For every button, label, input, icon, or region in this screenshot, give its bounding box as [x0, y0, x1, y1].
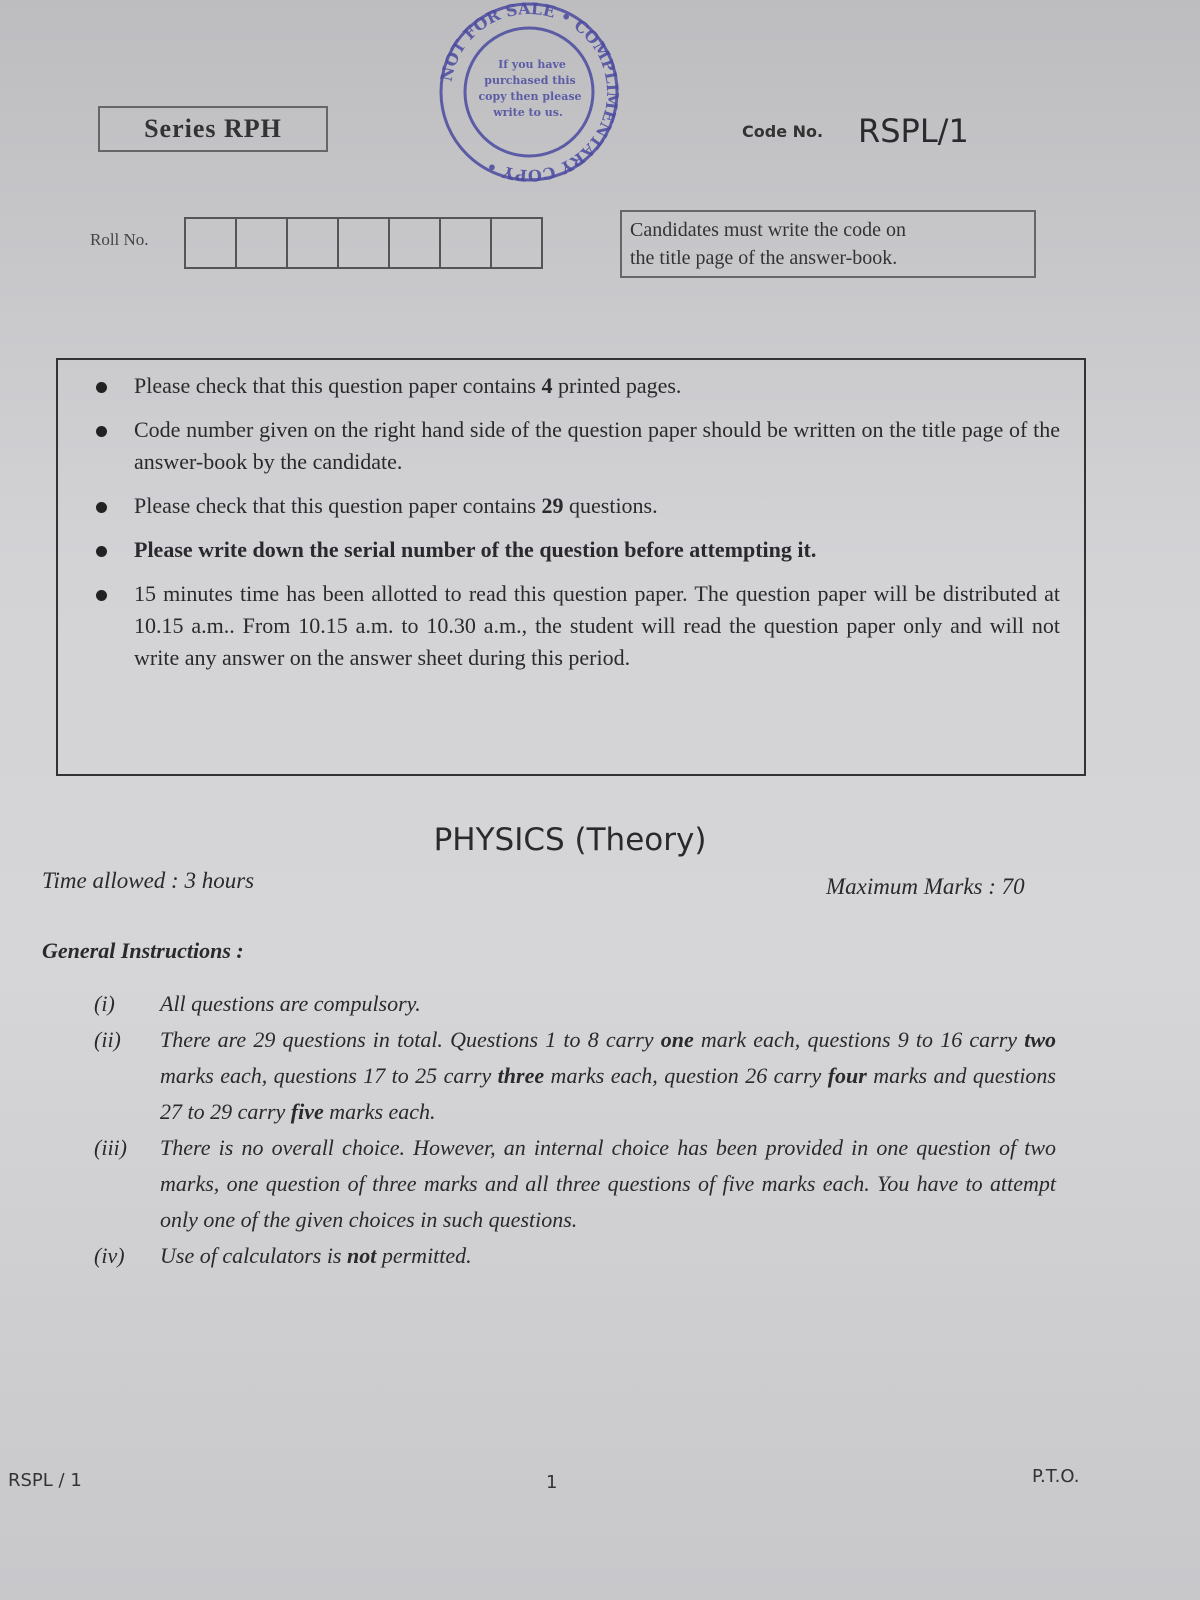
- complimentary-stamp: [432, 2, 626, 182]
- text-run: Please write down the serial number of the question before attempting it.: [134, 537, 817, 562]
- notice-item: [134, 578, 1060, 674]
- text-run: 4: [541, 373, 553, 398]
- time-allowed: Time allowed : 3 hours: [42, 868, 255, 893]
- bullet-icon: [96, 546, 107, 557]
- stamp-outer-text: NOT FOR SALE • COMPLIMENTARY COPY •: [436, 2, 623, 182]
- svg-text:purchased this: purchased this: [484, 74, 576, 87]
- instruction-item: [94, 1022, 1056, 1130]
- general-instructions-list: [94, 986, 1056, 1274]
- text-run: Please check that this question paper contains: [134, 493, 542, 518]
- page-number: 1: [546, 1472, 558, 1493]
- code-label: Code No.: [742, 122, 824, 141]
- instruction-item: [94, 1238, 1056, 1274]
- general-instructions-heading: General Instructions :: [42, 938, 244, 963]
- svg-text:copy then please: copy then please: [478, 90, 582, 103]
- instruction-item: [94, 1130, 1056, 1238]
- note-line: the title page of the answer-book.: [630, 247, 898, 269]
- text-run: There are 29 questions in total. Questions 1 to 8 carry: [160, 1027, 661, 1052]
- notice-box: [56, 358, 1086, 776]
- text-run: not: [347, 1243, 377, 1268]
- code-value: RSPL/1: [858, 112, 969, 150]
- svg-text:If you have: If you have: [498, 58, 566, 71]
- note-line: Candidates must write the code on: [630, 219, 907, 241]
- bullet-icon: [96, 382, 107, 393]
- paper-title: PHYSICS (Theory): [433, 822, 707, 858]
- text-run: 29: [541, 493, 564, 518]
- roll-digit-box: [288, 219, 339, 267]
- text-run: marks each, questions 17 to 25 carry: [160, 1063, 498, 1088]
- text-run: Code number given on the right hand side of the question paper should be written on the title page of the answer-book by the candidate.: [134, 417, 1060, 474]
- notice-item: [134, 414, 1060, 478]
- instruction-number: (iv): [94, 1243, 125, 1268]
- text-run: marks and questions 27 to 29 carry: [160, 1063, 1056, 1124]
- text-run: Please check that this question paper contains: [134, 373, 542, 398]
- text-run: marks each, question 26 carry: [544, 1063, 828, 1088]
- roll-digit-box: [441, 219, 492, 267]
- bullet-icon: [96, 426, 107, 437]
- notice-item: [134, 370, 1060, 402]
- text-run: marks each.: [323, 1099, 436, 1124]
- text-run: three: [497, 1063, 545, 1088]
- notice-item: [134, 534, 1060, 566]
- instruction-number: (i): [94, 991, 115, 1016]
- instruction-number: (iii): [94, 1135, 127, 1160]
- roll-digit-box: [390, 219, 441, 267]
- candidate-code-note: [620, 210, 1036, 278]
- roll-digit-box: [339, 219, 390, 267]
- text-run: 15 minutes time has been allotted to read this question paper. The question paper will be distributed at 10.15 a.m.. From 10.15 a.m. to 10.30 a.m., the student will read the question paper only and will not write any answer on the answer sheet during this period.: [134, 581, 1060, 670]
- svg-text:write to us.: write to us.: [493, 106, 563, 119]
- text-run: All questions are compulsory.: [160, 991, 421, 1016]
- maximum-marks: Maximum Marks : 70: [826, 874, 1025, 899]
- pto-label: P.T.O.: [1032, 1466, 1080, 1487]
- bullet-icon: [96, 502, 107, 513]
- roll-digit-box: [186, 219, 237, 267]
- text-run: questions.: [563, 493, 658, 518]
- series-label: Series RPH: [98, 106, 328, 152]
- roll-no-boxes: [184, 217, 543, 269]
- text-run: There is no overall choice. However, an internal choice has been provided in one question of two marks, one question of three marks and all three questions of five marks each. You have to attempt only one of the given choices in such questions.: [160, 1135, 1056, 1232]
- text-run: five: [290, 1099, 324, 1124]
- text-run: one: [660, 1027, 694, 1052]
- instruction-number: (ii): [94, 1027, 121, 1052]
- text-run: mark each, questions 9 to 16 carry: [693, 1027, 1025, 1052]
- instruction-item: [94, 986, 1056, 1022]
- roll-digit-box: [237, 219, 288, 267]
- text-run: two: [1024, 1027, 1056, 1052]
- text-run: printed pages.: [552, 373, 682, 398]
- roll-digit-box: [492, 219, 541, 267]
- roll-no-label: Roll No.: [90, 230, 149, 249]
- text-run: four: [827, 1063, 867, 1088]
- text-run: permitted.: [376, 1243, 472, 1268]
- footer-code: RSPL / 1: [8, 1470, 82, 1491]
- notice-item: [134, 490, 1060, 522]
- text-run: Use of calculators is: [160, 1243, 347, 1268]
- bullet-icon: [96, 590, 107, 601]
